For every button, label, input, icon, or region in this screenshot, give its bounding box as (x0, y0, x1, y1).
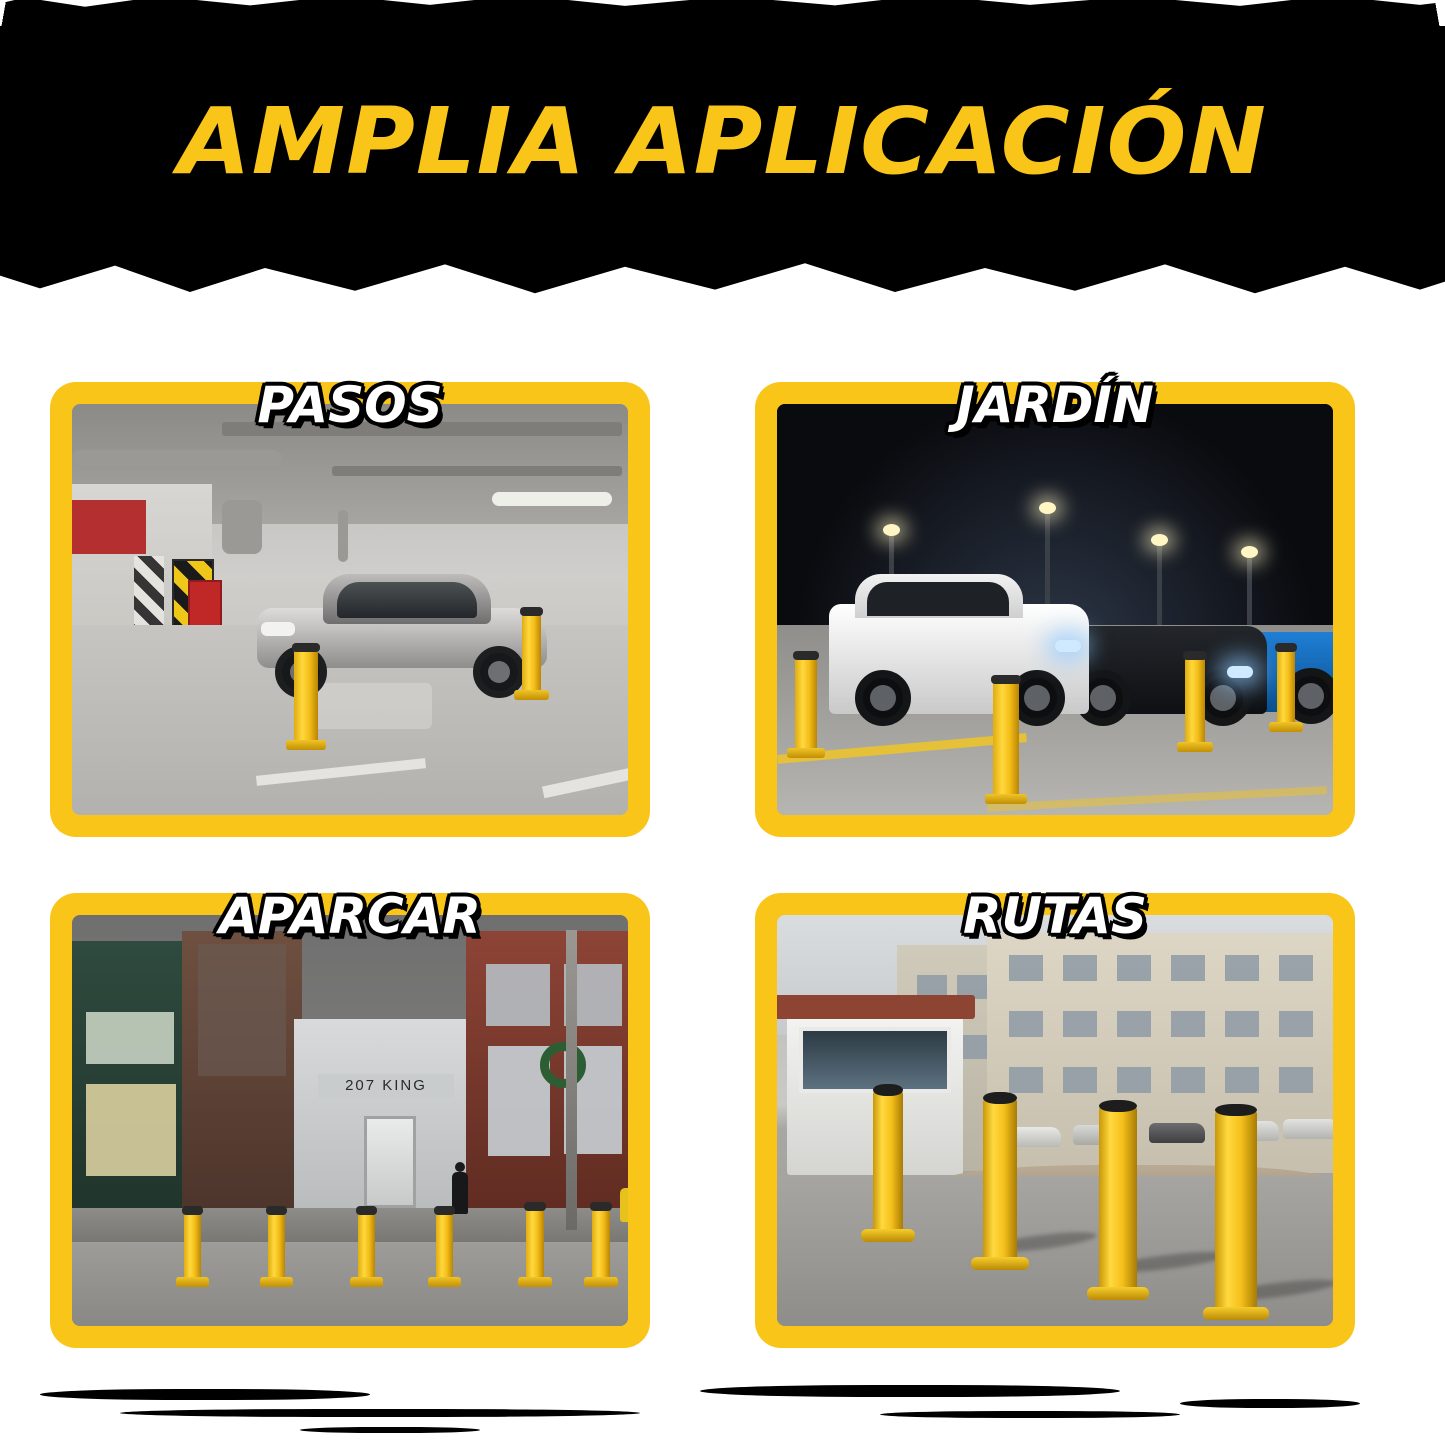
tall-bollard-4 (1215, 1111, 1257, 1313)
bollard-mid-right (1185, 656, 1205, 746)
card-label-pasos: PASOS (257, 376, 443, 434)
photo-underground-garage (72, 404, 628, 815)
photo-guard-booth-driveway (777, 915, 1333, 1326)
card-label-jardin: JARDÍN (956, 376, 1154, 434)
bollard-front-center (993, 680, 1019, 798)
page-title: AMPLIA APLICACIÓN (178, 88, 1267, 195)
bollard-4 (436, 1211, 453, 1281)
bollard-front-left (795, 656, 817, 752)
tall-bollard-2 (983, 1099, 1017, 1263)
tall-bollard-3 (1099, 1107, 1137, 1293)
card-label-aparcar: APARCAR (219, 887, 481, 945)
bollard-1 (184, 1211, 201, 1281)
bollard-3 (358, 1211, 375, 1281)
bollard-far-right (1277, 648, 1295, 726)
torn-edge-bottom (0, 244, 1445, 300)
application-cards-grid (50, 376, 1395, 1392)
bollard-left (294, 648, 318, 744)
photo-night-parking-lot (777, 404, 1333, 815)
card-pasos[interactable] (50, 376, 650, 837)
car-white (829, 604, 1089, 714)
photo-city-street (72, 915, 628, 1326)
header-banner (0, 0, 1445, 300)
bollard-6 (592, 1207, 610, 1281)
card-label-rutas: RUTAS (962, 887, 1148, 945)
torn-edge-top (0, 0, 1445, 26)
bollard-2 (268, 1211, 285, 1281)
card-jardin[interactable] (755, 376, 1355, 837)
card-rutas[interactable] (755, 887, 1355, 1348)
bollard-5 (526, 1207, 544, 1281)
card-aparcar[interactable] (50, 887, 650, 1348)
tall-bollard-1 (873, 1091, 903, 1235)
bollard-right (522, 612, 541, 694)
street-address-sign: 207 KING (318, 1074, 454, 1098)
